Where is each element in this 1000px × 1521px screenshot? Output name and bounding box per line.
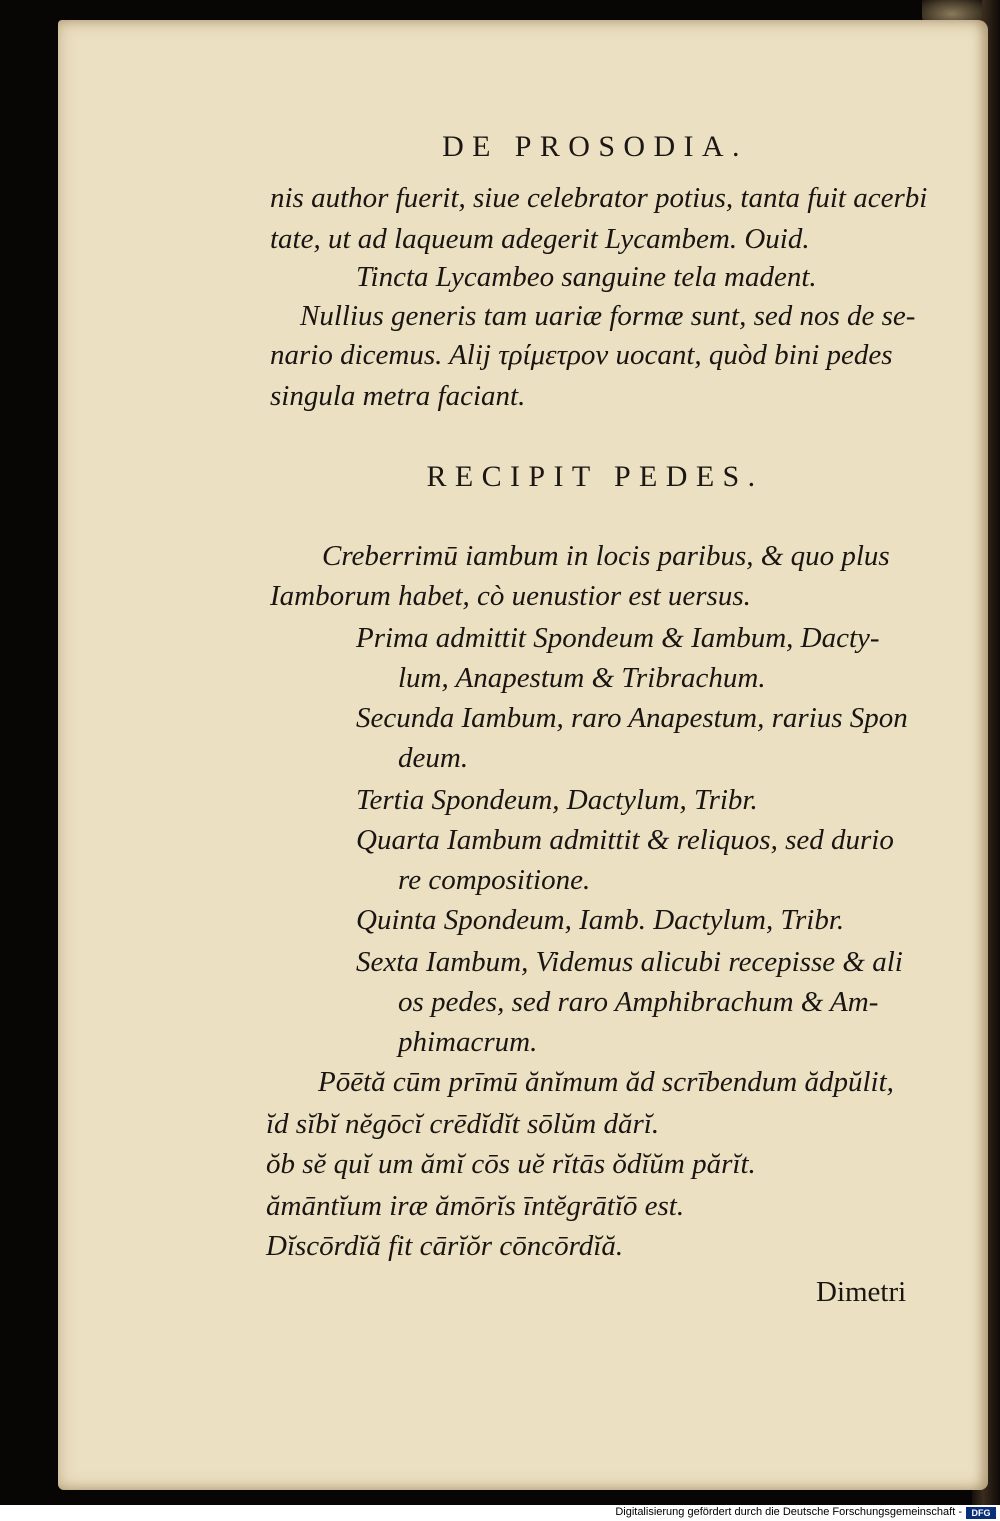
footer-credit: Digitalisierung gefördert durch die Deutsche Forschungsgemeinschaft - xyxy=(615,1506,962,1518)
text-line: Nullius generis tam uariæ formæ sunt, sed nos de se- xyxy=(300,300,916,332)
verse-line: ĭd sĭbĭ nĕgōcĭ crēdĭdĭt sōlŭm dărĭ. xyxy=(266,1108,660,1140)
text-line: Sexta Iambum, Videmus alicubi recepisse & ali xyxy=(356,946,903,978)
verse-line: Dĭscōrdĭă fit cārĭŏr cōncōrdĭă. xyxy=(266,1230,624,1262)
text-line: phimacrum. xyxy=(398,1026,538,1058)
text-line: Iamborum habet, cò uenustior est uersus. xyxy=(270,580,751,612)
text-line: nis author fuerit, siue celebrator potius, tanta fuit acerbi xyxy=(270,182,928,214)
text-line: Prima admittit Spondeum & Iambum, Dacty- xyxy=(356,622,880,654)
text-line: deum. xyxy=(398,742,469,774)
text-line: lum, Anapestum & Tribrachum. xyxy=(398,662,766,694)
page-header: DE PROSODIA. xyxy=(442,130,748,163)
text-line: Quinta Spondeum, Iamb. Dactylum, Tribr. xyxy=(356,904,845,936)
text-line: nario dicemus. Alij τρίμετρον uocant, quòd bini pedes xyxy=(270,339,893,371)
text-line: Tertia Spondeum, Dactylum, Tribr. xyxy=(356,784,758,816)
text-line: Quarta Iambum admittit & reliquos, sed durio xyxy=(356,824,894,856)
quotation-line: Tincta Lycambeo sanguine tela madent. xyxy=(356,261,817,293)
footer-bar xyxy=(0,1505,1000,1521)
text-line: Secunda Iambum, raro Anapestum, rarius Spon xyxy=(356,702,908,734)
verse-line: ămāntĭum iræ ămōrĭs īntĕgrātĭō est. xyxy=(266,1190,685,1222)
text-line: singula metra faciant. xyxy=(270,380,526,412)
verse-line: ŏb sĕ quĭ um ămĭ cōs uĕ rĭtās ŏdĭŭm părĭt. xyxy=(266,1148,756,1180)
text-line: Creberrimū iambum in locis paribus, & quo plus xyxy=(322,540,890,572)
text-line: tate, ut ad laqueum adegerit Lycambem. Ouid. xyxy=(270,223,810,255)
catchword: Dimetri xyxy=(816,1276,907,1308)
text-line: os pedes, sed raro Amphibrachum & Am- xyxy=(398,986,879,1018)
verse-line: Pōētă cūm prīmū ănĭmum ăd scrībendum ădpŭlit, xyxy=(318,1066,894,1098)
text-line: re compositione. xyxy=(398,864,591,896)
section-heading: RECIPIT PEDES. xyxy=(426,460,764,493)
dfg-logo-icon: DFG xyxy=(966,1507,996,1519)
